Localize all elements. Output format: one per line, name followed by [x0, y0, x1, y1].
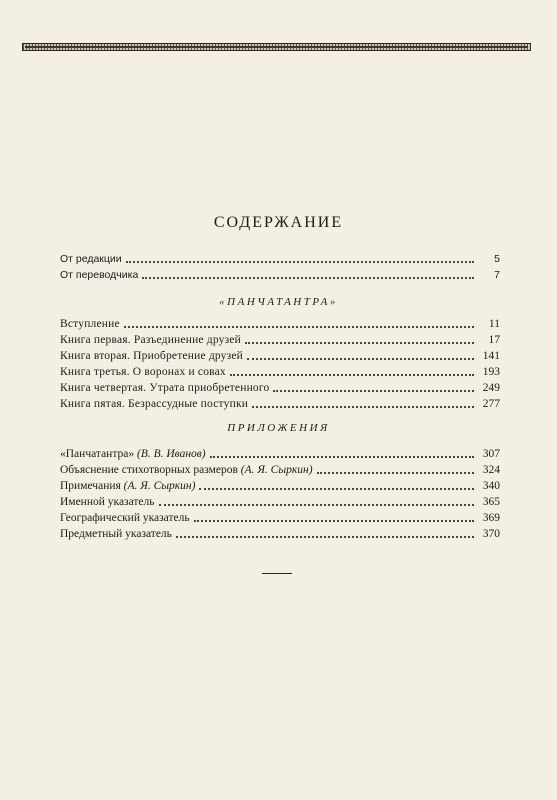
- leader-dots: [317, 471, 474, 474]
- toc-entry[interactable]: [60, 526, 500, 542]
- toc-entry-label: [60, 478, 195, 494]
- leader-dots: [126, 260, 474, 263]
- toc-entry-label: Книга вторая. Приобретение друзей: [60, 350, 244, 362]
- toc-entry-title: «Панчатантра»: [60, 448, 137, 460]
- toc-entry-label: От переводчика: [60, 269, 139, 281]
- leader-dots: [159, 503, 474, 506]
- toc-entry-title: Примечания: [60, 480, 124, 492]
- toc-entry-label: Книга третья. О воронах и совах: [60, 366, 226, 378]
- toc-appendix-list: [60, 446, 500, 542]
- toc-entry[interactable]: [60, 267, 500, 283]
- toc-entry-page: 5: [494, 253, 500, 265]
- toc-entry-page: 11: [488, 318, 500, 330]
- toc-entry-page: 307: [482, 448, 500, 460]
- toc-entry[interactable]: [60, 348, 500, 364]
- toc-entry-label: Вступление: [60, 318, 120, 330]
- toc-entry[interactable]: [60, 380, 500, 396]
- toc-entry-page: 17: [488, 334, 500, 346]
- toc-entry-author: (А. Я. Сыркин): [123, 480, 196, 492]
- toc-entry-title: Объяснение стихотворных размеров: [60, 464, 241, 476]
- page-title: СОДЕРЖАНИЕ: [213, 214, 344, 231]
- toc-entry[interactable]: [60, 251, 500, 267]
- leader-dots: [245, 341, 474, 344]
- toc-entry-page: 7: [494, 269, 500, 281]
- toc-entry-label: Книга первая. Разъединение друзей: [60, 334, 242, 346]
- leader-dots: [252, 405, 474, 408]
- toc-entry-author: (В. В. Иванов): [136, 448, 206, 460]
- toc-entry[interactable]: [60, 364, 500, 380]
- toc-entry[interactable]: [60, 316, 500, 332]
- toc-entry-page: 141: [482, 350, 500, 362]
- toc-entry[interactable]: [60, 462, 500, 478]
- toc-entry-page: 365: [482, 496, 500, 508]
- toc-entry-page: 193: [482, 366, 500, 378]
- toc-entry-label: Книга пятая. Безрассудные поступки: [60, 398, 249, 410]
- leader-dots: [247, 357, 474, 360]
- toc-entry-page: 369: [482, 512, 500, 524]
- toc-entry[interactable]: [60, 332, 500, 348]
- leader-dots: [142, 276, 474, 279]
- leader-dots: [124, 325, 474, 328]
- toc-entry[interactable]: [60, 494, 500, 510]
- toc-entry-label: Книга четвертая. Утрата приобретенного: [60, 382, 270, 394]
- toc-panchatantra-list: [60, 316, 500, 412]
- leader-dots: [210, 455, 474, 458]
- toc-entry-page: 277: [482, 398, 500, 410]
- toc-entry-page: 324: [482, 464, 500, 476]
- toc-entry-label: [60, 446, 206, 462]
- toc-entry-page: 340: [482, 480, 500, 492]
- toc-entry-label: [60, 462, 313, 478]
- toc-entry-label: Именной указатель: [60, 496, 155, 508]
- toc-entry[interactable]: [60, 478, 500, 494]
- leader-dots: [194, 519, 474, 522]
- toc-entry[interactable]: [60, 510, 500, 526]
- section-heading-appendix: ПРИЛОЖЕНИЯ: [227, 422, 330, 434]
- section-heading-panchatantra: «ПАНЧАТАНТРА»: [219, 296, 338, 308]
- leader-dots: [176, 535, 474, 538]
- toc-entry-label: Географический указатель: [60, 512, 190, 524]
- toc-entry[interactable]: [60, 446, 500, 462]
- toc-entry-page: 249: [482, 382, 500, 394]
- top-decorative-rule: [22, 43, 531, 51]
- toc-entry-label: От редакции: [60, 253, 122, 265]
- toc-front-list: [60, 251, 500, 283]
- leader-dots: [199, 487, 474, 490]
- closing-rule: [262, 573, 292, 574]
- leader-dots: [230, 373, 474, 376]
- toc-entry-label: Предметный указатель: [60, 528, 172, 540]
- leader-dots: [273, 389, 474, 392]
- toc-entry-author: (А. Я. Сыркин): [240, 464, 313, 476]
- toc-entry-page: 370: [482, 528, 500, 540]
- toc-entry[interactable]: [60, 396, 500, 412]
